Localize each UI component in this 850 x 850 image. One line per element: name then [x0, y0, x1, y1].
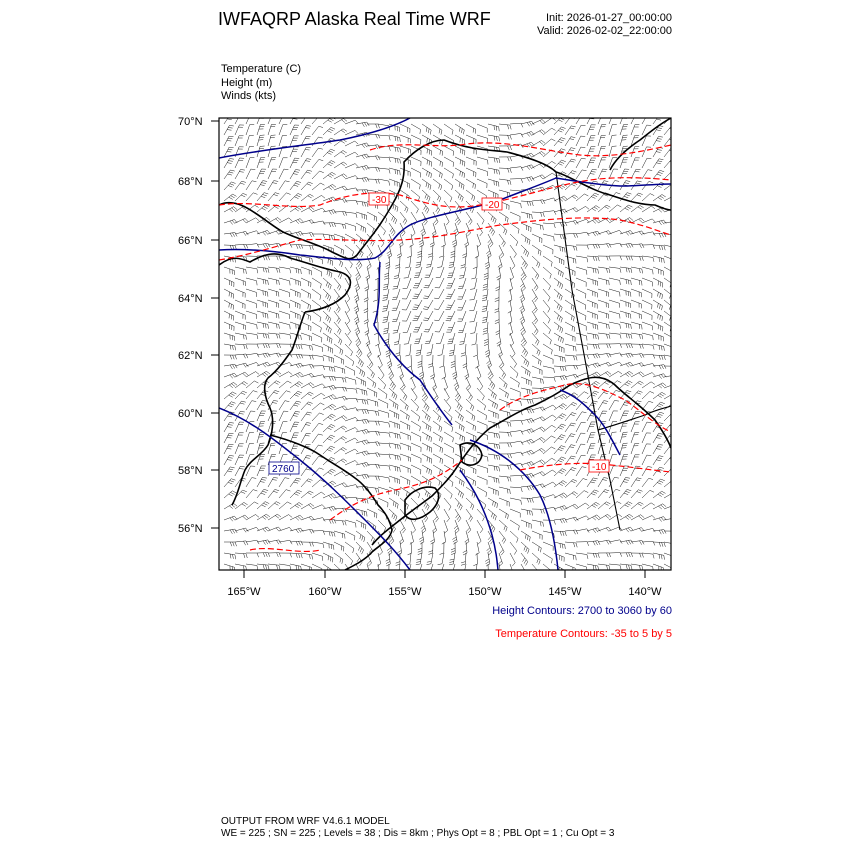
lat-tick [178, 116, 219, 128]
lon-tick [468, 570, 502, 598]
footer-model: OUTPUT FROM WRF V4.6.1 MODEL [221, 816, 390, 827]
chart-title: IWFAQRP Alaska Real Time WRF [218, 9, 491, 29]
lat-tick [178, 523, 219, 535]
lat-tick [178, 465, 219, 477]
coast-seward [219, 254, 350, 312]
init-time: Init: 2026-01-27_00:00:00 [546, 12, 672, 24]
wind-barbs [224, 114, 677, 578]
coast-bering [232, 312, 305, 505]
lat-axis [178, 116, 219, 535]
temperature-contours [219, 143, 671, 552]
coast-peninsula [372, 470, 455, 545]
coast-beaufort [610, 118, 671, 170]
svg-text:60°N: 60°N [178, 408, 203, 420]
lon-tick [628, 570, 662, 598]
legend-height: Height (m) [221, 76, 273, 89]
temp-contour-north [370, 143, 671, 156]
svg-text:68°N: 68°N [178, 176, 203, 188]
temp-label-minus30: -30 [372, 195, 387, 206]
lat-tick [178, 408, 219, 420]
lon-tick [227, 570, 261, 598]
lat-tick [178, 350, 219, 362]
height-contour-info: Height Contours: 2700 to 3060 by 60 [492, 605, 672, 617]
temp-contour-aleutian [250, 549, 320, 552]
temperature-contour-info: Temperature Contours: -35 to 5 by 5 [495, 628, 672, 640]
lat-tick [178, 176, 219, 188]
lat-tick [178, 293, 219, 305]
legend-temperature: Temperature (C) [221, 63, 302, 75]
svg-text:70°N: 70°N [178, 116, 203, 128]
footer-settings: WE = 225 ; SN = 225 ; Levels = 38 ; Dis = 8km ; Phys Opt = 8 ; PBL Opt = 1 ; Cu Opt = 3 [221, 828, 615, 839]
svg-text:56°N: 56°N [178, 523, 203, 535]
temp-label-minus10: -10 [592, 462, 607, 473]
legend-winds: Winds (kts) [221, 90, 276, 102]
svg-text:155°W: 155°W [388, 586, 422, 598]
svg-text:150°W: 150°W [468, 586, 502, 598]
svg-text:58°N: 58°N [178, 465, 203, 477]
wind-barb-field [224, 114, 677, 578]
lon-tick [388, 570, 422, 598]
lat-tick [178, 235, 219, 247]
valid-time: Valid: 2026-02-02_22:00:00 [537, 25, 672, 37]
svg-text:64°N: 64°N [178, 293, 203, 305]
svg-text:165°W: 165°W [227, 586, 261, 598]
height-label-2760: 2760 [272, 464, 295, 475]
svg-text:145°W: 145°W [548, 586, 582, 598]
svg-text:160°W: 160°W [308, 586, 342, 598]
svg-text:66°N: 66°N [178, 235, 203, 247]
model-footer [221, 816, 614, 840]
canada-border [556, 172, 620, 530]
lon-axis [227, 570, 662, 598]
temp-contour-peninsula [330, 460, 462, 520]
temp-label-minus20: -20 [485, 200, 500, 211]
svg-text:62°N: 62°N [178, 350, 203, 362]
lon-tick [308, 570, 342, 598]
lon-tick [548, 570, 582, 598]
height-contour-2880 [470, 440, 558, 570]
svg-text:140°W: 140°W [628, 586, 662, 598]
